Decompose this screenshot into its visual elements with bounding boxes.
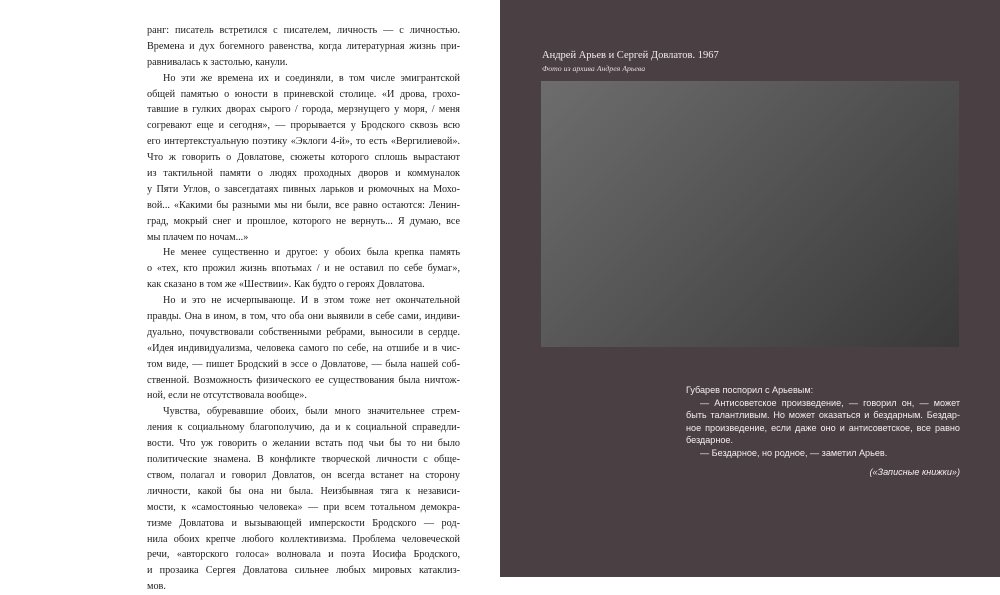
- text-line: равнивалась к застолью, канули.: [147, 56, 288, 68]
- text-line: Что ж говорить о Довлатове, сюжеты которого сплошь вырастают: [147, 152, 460, 164]
- notebook-quote: [686, 384, 960, 477]
- text-line: том виде, — пишет Бродский в эссе о Довлатове, — была нашей соб-: [147, 358, 460, 370]
- text-line: правды. Она в ином, в том, что оба они выявили в себе сами, индиви-: [147, 311, 460, 323]
- caption-title: Андрей Арьев и Сергей Довлатов. 1967: [542, 50, 719, 61]
- text-line: ранг: писатель встретился с писателем, личность — с личностью.: [147, 25, 460, 36]
- photo-placeholder: [541, 81, 959, 347]
- text-line: мов.: [147, 581, 166, 593]
- text-line: Не менее существенно и другое: у обоих была крепка память: [163, 247, 460, 259]
- caption-credit: Фото из архива Андрея Арьева: [542, 64, 646, 73]
- text-line: из тактильной памяти о людях проходных дворов и коммуналок: [147, 168, 460, 180]
- text-line: личности, какой бы она ни была. Неизбывная тяга к независи-: [147, 485, 460, 497]
- text-line: согревают еще и сегодня», — прорывается у Бродского сквозь всю: [147, 120, 460, 132]
- text-line: как сказано в том же «Шествии». Как будто о героях Довлатова.: [147, 279, 425, 291]
- quote-line: Губарев поспорил с Арьевым:: [686, 385, 814, 395]
- text-line: общей памятью о юности в приневской столице. «И дрова, грохо-: [147, 88, 460, 100]
- quote-text: [686, 384, 960, 460]
- left-page: [0, 0, 500, 593]
- text-line: вой... «Какими бы разными мы ни были, все равно остаются: Ленин-: [147, 199, 460, 211]
- text-line: тавшие в гулких дворах сырого / города, мерзнущего у моря, / меня: [147, 104, 460, 116]
- quote-line: быть талантливым. Но может оказаться и бездарным. Бездар-: [686, 410, 960, 421]
- text-line: «Идея индивидуализма, человека самого по себе, на отшибе и в чис-: [147, 342, 460, 354]
- text-line: ственной. Возможность физического ее существования была ничтож-: [147, 374, 460, 386]
- text-line: политические знамена. В конфликте творческой личности с обще-: [147, 454, 460, 466]
- text-line: град, мокрый снег и прошлое, которого не вернуть... Я думаю, все: [147, 215, 460, 227]
- text-line: дуально, почувствовали собственными ребрами, выносили в сердце.: [147, 326, 460, 338]
- text-line: Чувства, обуревавшие обоих, были много значительнее стрем-: [163, 406, 460, 418]
- text-line: Времена и дух богемного равенства, когда литературная жизнь при-: [147, 40, 460, 52]
- text-line: ления к социальному благополучию, да и к социальной справедли-: [147, 422, 460, 434]
- text-line: ной, если не отсутствовала вообще».: [147, 390, 307, 402]
- text-line: нила обоих крепче любого коллективизма. Проблема человеческой: [147, 533, 460, 545]
- quote-source: («Записные книжки»): [869, 467, 960, 477]
- quote-line: — Антисоветское произведение, — говорил он, — может: [700, 397, 960, 408]
- quote-line: бездарное.: [686, 435, 734, 446]
- text-line: мости, к «самостоянью человека» — при всем тотальном демокра-: [147, 501, 460, 513]
- text-line: мы плачем по ночам...»: [147, 231, 249, 243]
- text-line: Но и это не исчерпывающе. И в этом тоже нет окончательной: [163, 295, 460, 307]
- text-line: о «тех, кто прожил жизнь впотьмах / и не оставил по себе бумаг»,: [147, 263, 460, 275]
- quote-line: — Бездарное, но родное, — заметил Арьев.: [700, 447, 888, 458]
- text-line: его интертекстуальную поэтику «Эклоги 4-й», то есть «Вергилиевой».: [147, 136, 460, 148]
- text-line: вости. Что уж говорить о желании встать под чьи бы то ни было: [147, 438, 460, 450]
- text-line: тизме Довлатова и вызывающей имперскости Бродского — род-: [147, 517, 460, 529]
- text-line: и прозаика Сергея Довлатова сильнее любых мировых катаклиз-: [147, 565, 460, 577]
- text-line: ством, полагал и говорил Довлатов, он всегда встанет на сторону: [147, 469, 460, 481]
- text-line: речи, «авторского голоса» волновала и поэта Иосифа Бродского,: [147, 549, 460, 561]
- photo-caption: [542, 49, 719, 75]
- text-line: Но эти же времена их и соединяли, в том числе эмигрантской: [163, 72, 460, 84]
- quote-line: ное произведение, если даже оно и антисоветское, все равно: [686, 422, 960, 433]
- text-line: у Пяти Углов, о завсегдатаях пивных ларьков и рюмочных на Мохо-: [147, 183, 460, 195]
- article-text: [147, 23, 460, 595]
